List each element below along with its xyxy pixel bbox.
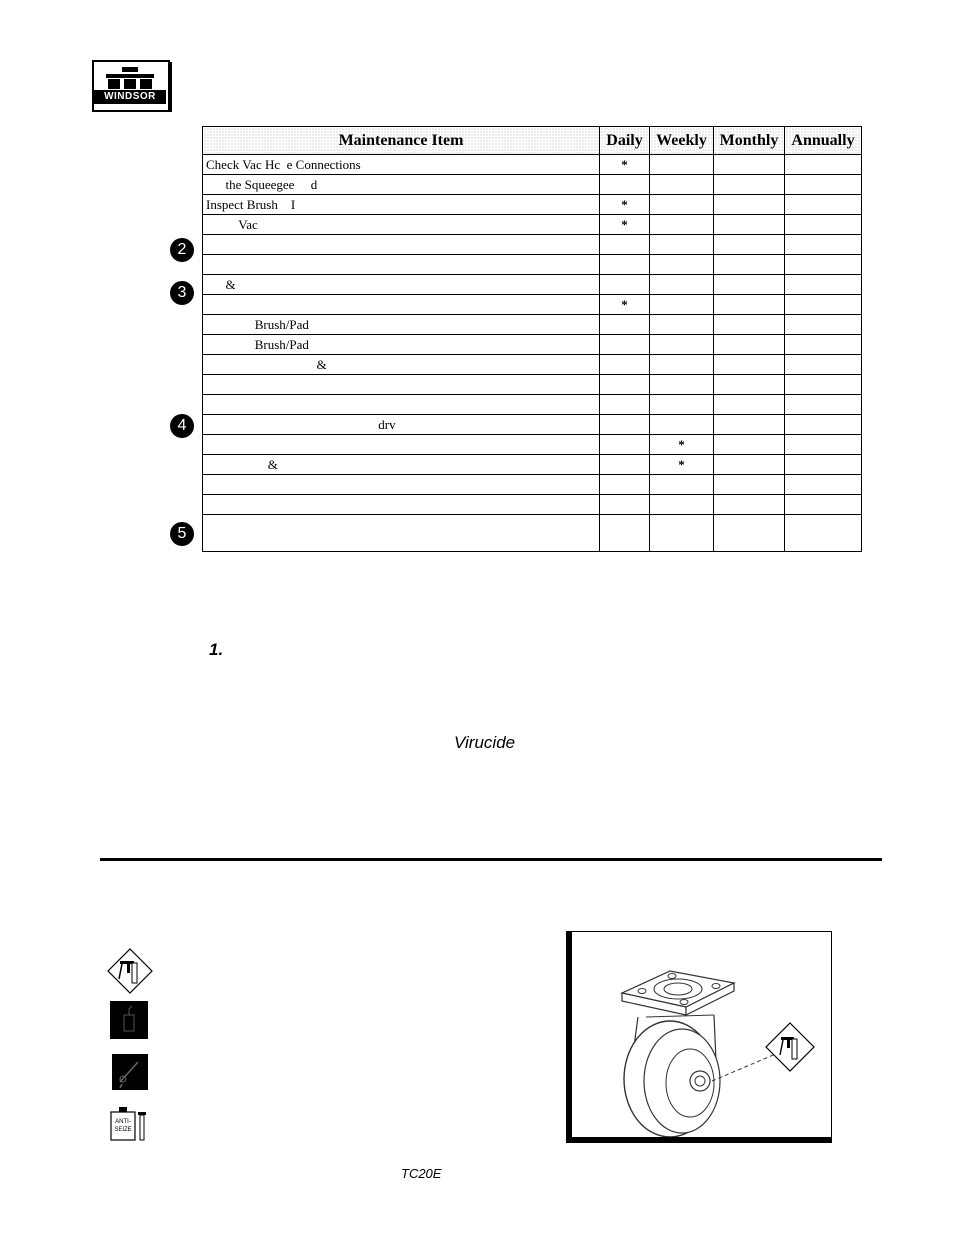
daily-cell: * [600,155,650,175]
virucide-text: Virucide [454,733,516,752]
annually-cell [785,495,862,515]
maintenance-item-cell: the Squeegee d [203,175,600,195]
daily-cell [600,395,650,415]
daily-cell [600,235,650,255]
annually-cell [785,235,862,255]
daily-cell [600,455,650,475]
step-4-badge: 4 [170,414,194,438]
annually-cell [785,255,862,275]
maintenance-item-cell [203,475,600,495]
header-daily: Daily [600,127,650,155]
maintenance-item-cell [203,515,600,552]
weekly-cell [650,475,714,495]
table-row [203,375,862,395]
maintenance-item-cell [203,495,600,515]
weekly-cell [650,295,714,315]
weekly-cell [650,415,714,435]
monthly-cell [714,495,785,515]
maintenance-item-cell: Vac [203,215,600,235]
monthly-cell [714,175,785,195]
table-row [203,235,862,255]
caster-figure [566,931,832,1143]
annually-cell [785,395,862,415]
oil-dropper-icon [112,1054,148,1090]
table-row [203,255,862,275]
maintenance-item-cell: Check Vac Hc e Connections [203,155,600,175]
daily-cell: * [600,215,650,235]
table-row [203,335,862,355]
daily-cell [600,355,650,375]
step-2-badge: 2 [170,238,194,262]
weekly-cell [650,255,714,275]
annually-cell [785,295,862,315]
daily-cell [600,435,650,455]
table-row [203,315,862,335]
weekly-cell [650,355,714,375]
weekly-cell: * [650,435,714,455]
table-row [203,455,862,475]
maintenance-item-cell: Inspect Brush I [203,195,600,215]
footer-model-code: TC20E [401,1166,442,1181]
weekly-cell [650,195,714,215]
monthly-cell [714,235,785,255]
logo-wordmark: WINDSOR [94,90,166,104]
daily-cell [600,375,650,395]
maintenance-item-cell [203,375,600,395]
maintenance-item-cell [203,235,600,255]
annually-cell [785,515,862,552]
weekly-cell [650,395,714,415]
header-maintenance-item: Maintenance Item [203,127,600,155]
windsor-mark-icon [104,67,156,89]
anti-seize-icon [110,1106,148,1142]
monthly-cell [714,255,785,275]
maintenance-item-cell [203,435,600,455]
table-row [203,435,862,455]
maintenance-item-cell: Brush/Pad [203,335,600,355]
header-annually: Annually [785,127,862,155]
monthly-cell [714,375,785,395]
table-row [203,195,862,215]
table-row [203,355,862,375]
note-number: 1. [209,640,224,659]
annually-cell [785,375,862,395]
daily-cell [600,415,650,435]
table-row [203,395,862,415]
table-row [203,415,862,435]
annually-cell [785,335,862,355]
annually-cell [785,215,862,235]
monthly-cell [714,295,785,315]
daily-cell: * [600,295,650,315]
annually-cell [785,155,862,175]
table-row [203,515,862,552]
monthly-cell [714,475,785,495]
weekly-cell [650,155,714,175]
table-header-row [203,127,862,155]
daily-cell [600,315,650,335]
monthly-cell [714,455,785,475]
monthly-cell [714,335,785,355]
table-row [203,175,862,195]
step-5-badge: 5 [170,522,194,546]
monthly-cell [714,395,785,415]
monthly-cell [714,415,785,435]
annually-cell [785,275,862,295]
maintenance-item-cell: & [203,455,600,475]
weekly-cell [650,235,714,255]
annually-cell [785,455,862,475]
weekly-cell [650,175,714,195]
weekly-cell [650,335,714,355]
monthly-cell [714,315,785,335]
annually-cell [785,415,862,435]
daily-cell [600,515,650,552]
maintenance-item-cell [203,255,600,275]
weekly-cell [650,215,714,235]
annually-cell [785,175,862,195]
monthly-cell [714,155,785,175]
monthly-cell [714,275,785,295]
header-weekly: Weekly [650,127,714,155]
table-row [203,275,862,295]
table-row [203,155,862,175]
table-row [203,495,862,515]
maintenance-item-cell [203,395,600,415]
oil-can-icon [110,1001,148,1039]
table-row [203,215,862,235]
daily-cell: * [600,195,650,215]
daily-cell [600,275,650,295]
maintenance-item-cell: & [203,355,600,375]
monthly-cell [714,355,785,375]
weekly-cell [650,515,714,552]
annually-cell [785,195,862,215]
annually-cell [785,475,862,495]
maintenance-item-cell: Brush/Pad [203,315,600,335]
weekly-cell [650,495,714,515]
section-divider [100,858,882,861]
monthly-cell [714,515,785,552]
table-row [203,295,862,315]
annually-cell [785,315,862,335]
weekly-cell [650,275,714,295]
daily-cell [600,175,650,195]
windsor-logo [92,60,172,110]
daily-cell [600,495,650,515]
grease-gun-icon [106,947,154,995]
maintenance-item-cell [203,295,600,315]
maintenance-item-cell: drv [203,415,600,435]
anti-seize-label-2: SEIZE [114,1127,132,1133]
monthly-cell [714,215,785,235]
weekly-cell: * [650,455,714,475]
annually-cell [785,435,862,455]
daily-cell [600,335,650,355]
weekly-cell [650,375,714,395]
daily-cell [600,475,650,495]
weekly-cell [650,315,714,335]
annually-cell [785,355,862,375]
daily-cell [600,255,650,275]
maintenance-table [202,126,862,552]
monthly-cell [714,435,785,455]
step-3-badge: 3 [170,281,194,305]
table-row [203,475,862,495]
anti-seize-label-1: ANTI- [115,1119,131,1125]
header-monthly: Monthly [714,127,785,155]
maintenance-item-cell: & [203,275,600,295]
monthly-cell [714,195,785,215]
caster-wheel-illustration [566,931,830,1137]
